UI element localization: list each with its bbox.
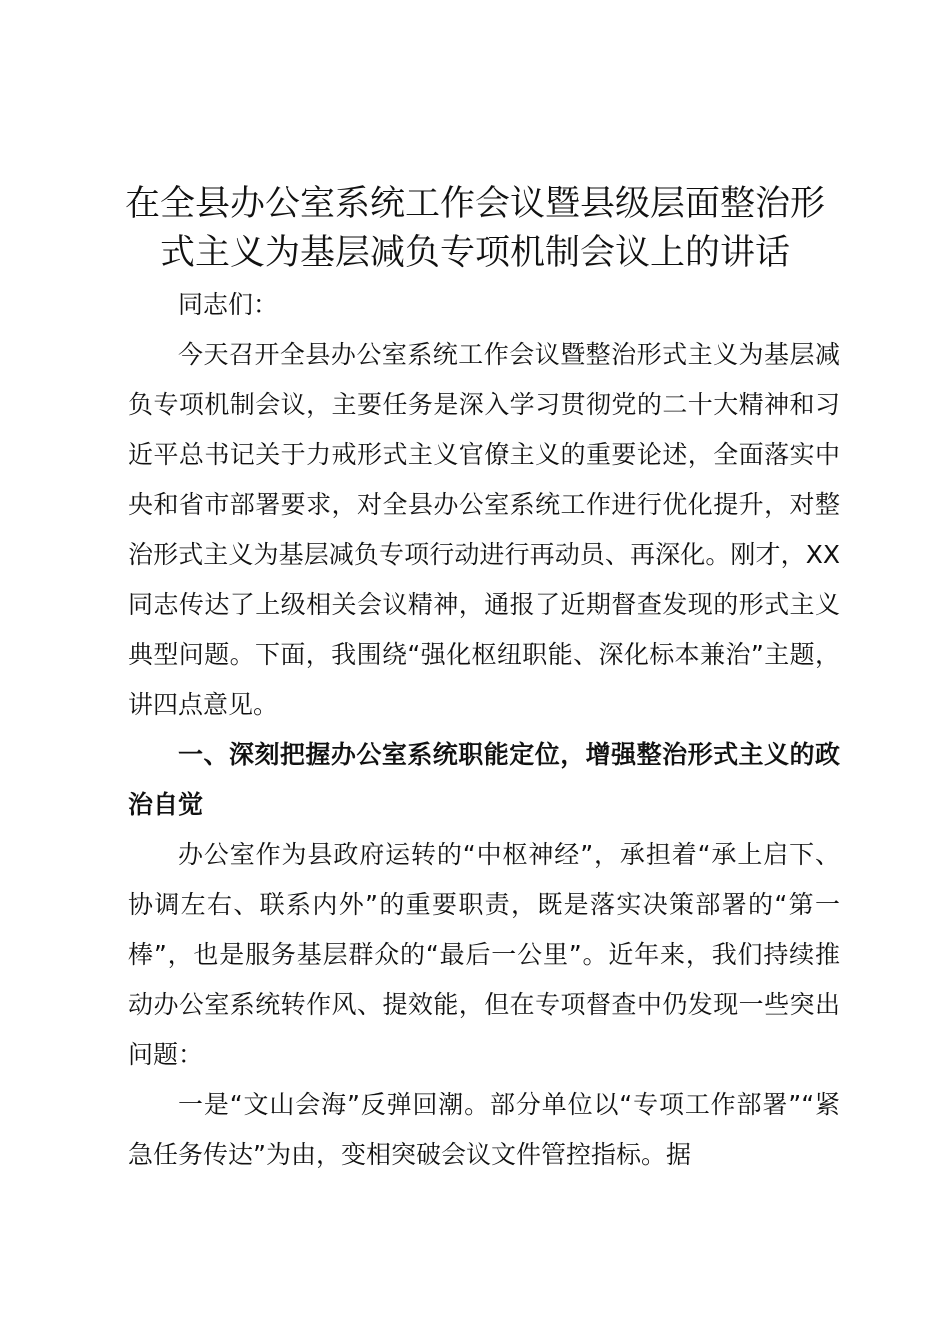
title-line-1: 在全县办公室系统工作会议暨县级层面整治形 (124, 184, 825, 224)
salutation: 同志们： (178, 290, 279, 319)
document-body (128, 280, 840, 1180)
title-line-2: 式主义为基层减负专项机制会议上的讲话 (159, 233, 790, 273)
document-title (100, 180, 850, 278)
paragraph-problem-1: 一是“文山会海”反弹回潮。部分单位以“专项工作部署”“紧急任务传达”为由，变相突破会议文件管控指标。据 (128, 1090, 840, 1169)
paragraph-office-role: 办公室作为县政府运转的“中枢神经”，承担着“承上启下、协调左右、联系内外”的重要职责，既是落实决策部署的“第一棒”，也是服务基层群众的“最后一公里”。近年来，我们持续推动办公室系统转作风、提效能，但在专项督查中仍发现一些突出问题： (128, 840, 840, 1069)
section-heading-1: 一、深刻把握办公室系统职能定位，增强整治形式主义的政治自觉 (128, 740, 840, 819)
paragraph-intro: 今天召开全县办公室系统工作会议暨整治形式主义为基层减负专项机制会议，主要任务是深入学习贯彻党的二十大精神和习近平总书记关于力戒形式主义官僚主义的重要论述，全面落实中央和省市部署要求，对全县办公室系统工作进行优化提升，对整治形式主义为基层减负专项行动进行再动员、再深化。刚才，XX同志传达了上级相关会议精神，通报了近期督查发现的形式主义典型问题。下面，我围绕“强化枢纽职能、深化标本兼治”主题，讲四点意见。 (128, 340, 840, 719)
